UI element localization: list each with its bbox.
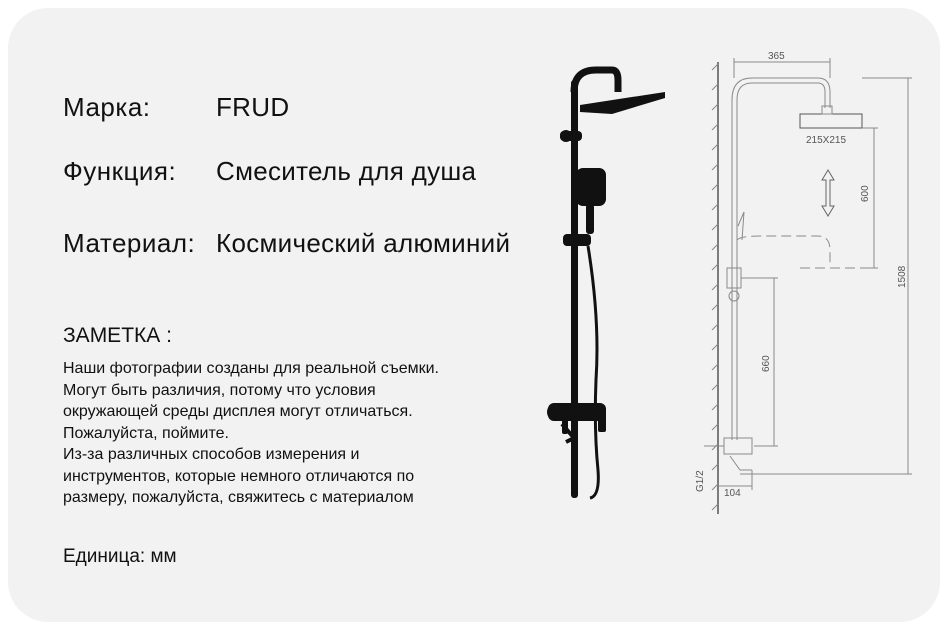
dim-g12-text: G1/2 [695, 470, 706, 492]
bracket-knob [560, 130, 572, 142]
dim-215-text: 215X215 [806, 135, 847, 146]
unit-label: Единица: мм [63, 546, 177, 567]
shower-column [547, 70, 665, 498]
dim-104-text: 104 [724, 488, 741, 499]
diverter [598, 412, 606, 432]
function-label: Функция: [63, 156, 177, 186]
technical-drawing [704, 58, 912, 514]
dim-660-text: 660 [761, 355, 772, 372]
material-label: Материал: [63, 228, 196, 258]
hand-shower-outline [738, 212, 744, 240]
note-line: Наши фотографии созданы для реальной съемки. [63, 360, 439, 377]
note-line: Пожалуйста, поймите. [63, 424, 229, 442]
material-value: Космический алюминий [216, 228, 511, 258]
dim-365-text: 365 [768, 51, 785, 62]
rain-head-outline [800, 114, 862, 128]
brand-value: FRUD [216, 92, 290, 122]
hand-shower-head [576, 168, 606, 206]
rain-shower-head [580, 92, 665, 114]
hand-shower-handle [586, 204, 594, 234]
spout-outline [730, 456, 752, 470]
dim-600-text: 600 [860, 185, 871, 202]
dim-1508-text: 1508 [897, 265, 908, 288]
mixer-outline [724, 438, 752, 454]
slider-holder [563, 234, 591, 246]
shower-hose [588, 246, 598, 498]
lowered-arm [737, 236, 830, 266]
note-line: Могут быть различия, потому что условия [63, 381, 376, 399]
note-title: ЗАМЕТКА : [63, 324, 172, 347]
wall-hatching [712, 64, 718, 510]
brand-label: Марка: [63, 92, 151, 122]
note-line: размеру, пожалуйста, свяжитесь с материалом [63, 489, 414, 506]
note-line: инструментов, которые немного отличаются по [63, 467, 415, 485]
top-arm-inner [737, 83, 825, 108]
top-arm [574, 70, 618, 92]
height-adjust-arrow [822, 170, 834, 216]
note-line: Из-за различных способов измерения и [63, 446, 360, 463]
function-value: Смеситель для душа [216, 156, 477, 186]
slider-outline [727, 268, 741, 288]
note-line: окружающей среды дисплея могут отличаться. [63, 403, 413, 420]
